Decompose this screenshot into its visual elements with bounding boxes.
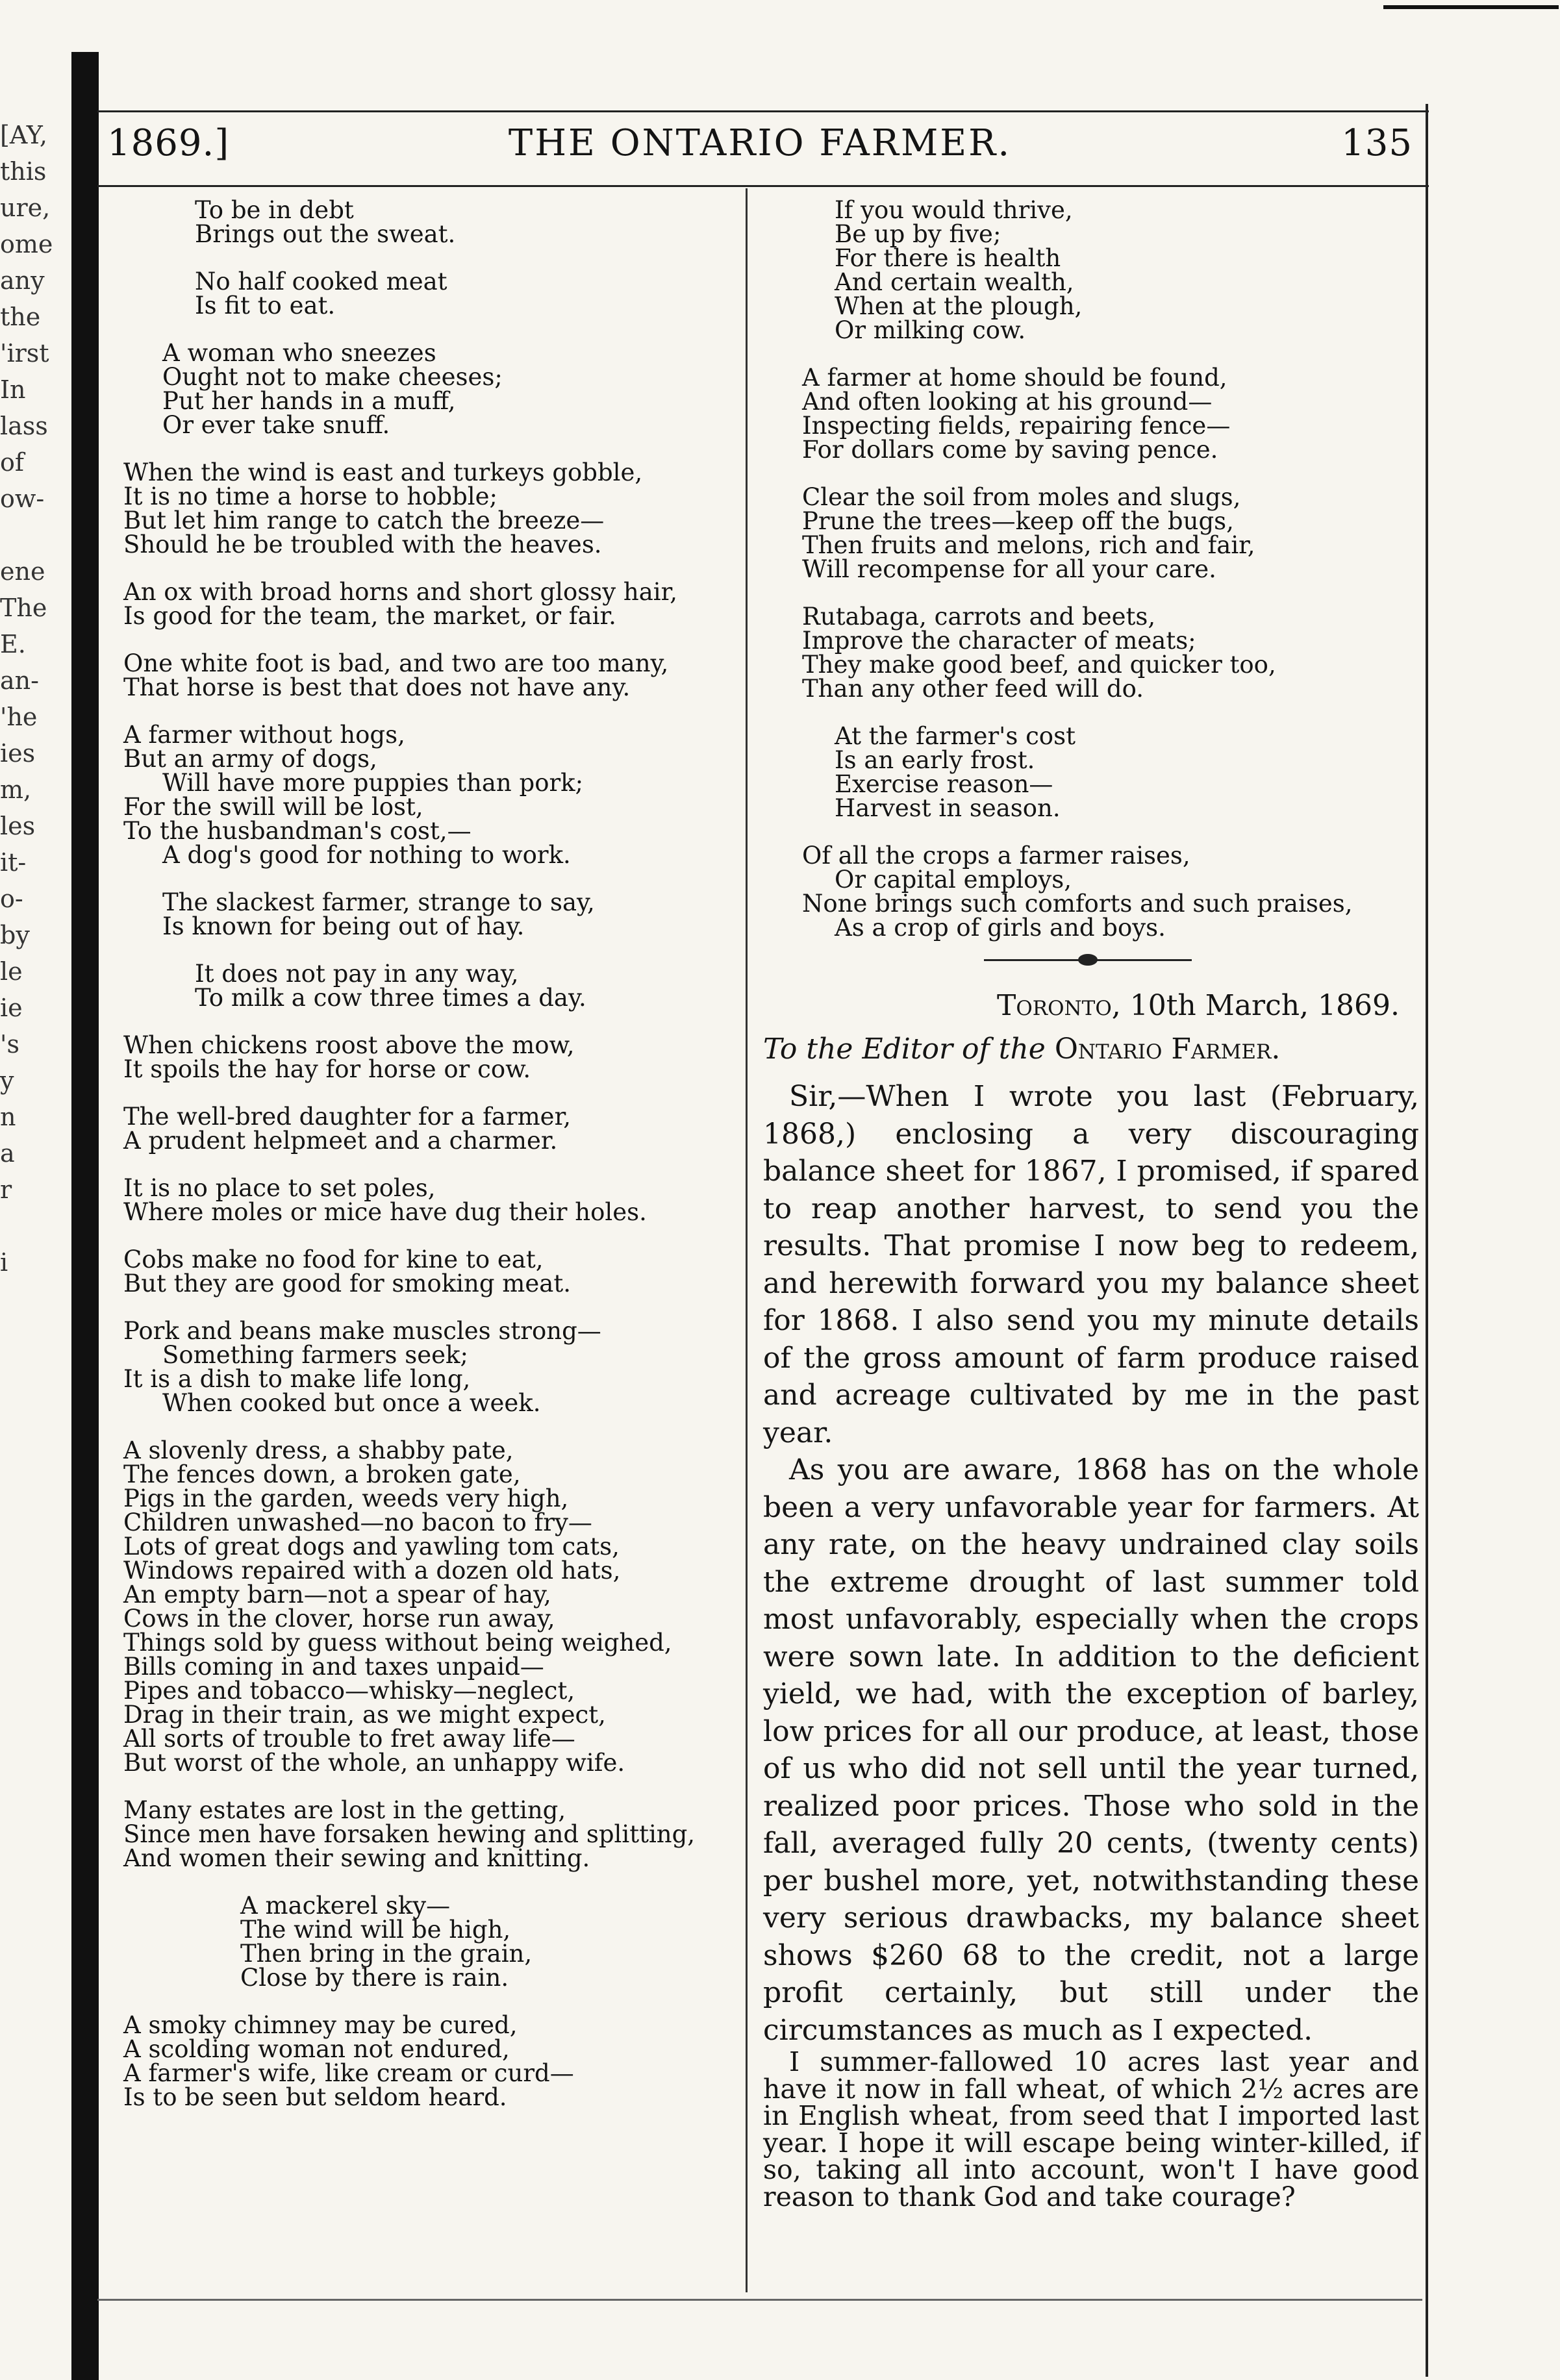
verse-line: When at the plough, (835, 292, 1083, 320)
letter-salutation (763, 1033, 1419, 1066)
verse-line: A scolding woman not endured, (123, 2035, 510, 2063)
verse-line: Brings out the sweat. (195, 220, 456, 248)
verse-line: Many estates are lost in the getting, (123, 1796, 566, 1824)
verse-line: A slovenly dress, a shabby pate, (123, 1436, 514, 1464)
gutter-fragment: The (0, 594, 47, 622)
verse-line: To be in debt (195, 196, 354, 224)
verse-line: For dollars come by saving pence. (802, 436, 1218, 464)
verse-line: Cobs make no food for kine to eat, (123, 1246, 544, 1273)
verse-line: But an army of dogs, (123, 745, 377, 773)
gutter-fragment: of (0, 448, 24, 477)
verse-line: As a crop of girls and boys. (835, 914, 1166, 942)
verse-stanza (123, 1033, 727, 1081)
running-header (107, 117, 1413, 175)
verse-stanza (123, 1319, 727, 1415)
verse-line: Cows in the clover, horse run away, (123, 1605, 555, 1633)
verse-line: Is known for being out of hay. (162, 912, 525, 940)
verse-stanza (763, 485, 1419, 581)
gutter-fragment: by (0, 921, 30, 949)
verse-line: An empty barn—not a spear of hay, (123, 1581, 551, 1609)
verse-line: But let him range to catch the breeze— (123, 507, 605, 534)
verse-line: A farmer's wife, like cream or curd— (123, 2059, 574, 2087)
gutter-fragment: n (0, 1103, 16, 1131)
verse-line: The fences down, a broken gate, (123, 1460, 521, 1488)
verse-line: But worst of the whole, an unhappy wife. (123, 1749, 625, 1777)
verse-line: Harvest in season. (835, 794, 1061, 822)
gutter-fragment: this (0, 157, 47, 186)
verse-line: A farmer at home should be found, (802, 364, 1227, 392)
verse-line: Or capital employs, (835, 866, 1072, 894)
verse-stanza (763, 844, 1419, 940)
verse-line: Prune the trees—keep off the bugs, (802, 507, 1234, 535)
header-year: 1869.] (107, 122, 230, 164)
gutter-fragment: 's (0, 1030, 19, 1058)
verse-line: Ought not to make cheeses; (162, 363, 503, 391)
verse-line: A dog's good for nothing to work. (162, 841, 571, 869)
verse-line: Windows repaired with a dozen old hats, (123, 1557, 621, 1585)
verse-line: No half cooked meat (195, 268, 447, 295)
gutter-fragment: lass (0, 412, 48, 440)
letter-dateline (763, 989, 1419, 1022)
verse-line: It is a dish to make life long, (123, 1365, 471, 1393)
verse-line: They make good beef, and quicker too, (802, 651, 1276, 679)
verse-line: Or milking cow. (835, 316, 1026, 344)
verse-line: Rutabaga, carrots and beets, (802, 603, 1156, 631)
verse-stanza (123, 341, 727, 437)
salutation-prefix: To the Editor of the (763, 1033, 1046, 1066)
verse-line: When the wind is east and turkeys gobble, (123, 458, 643, 486)
verse-line: Is fit to eat. (195, 292, 336, 319)
verse-line: Is to be seen but seldom heard. (123, 2083, 507, 2111)
gutter-fragment: an- (0, 666, 39, 695)
verse-stanza (123, 269, 727, 318)
gutter-fragment: a (0, 1139, 15, 1168)
verse-line: If you would thrive, (835, 196, 1073, 224)
top-edge-rule (1383, 5, 1559, 9)
verse-line: Than any other feed will do. (802, 675, 1144, 703)
verse-line: Where moles or mice have dug their holes. (123, 1198, 647, 1226)
verse-line: A mackerel sky— (240, 1892, 451, 1920)
verse-line: And women their sewing and knitting. (123, 1844, 590, 1872)
verse-line: When cooked but once a week. (162, 1389, 541, 1417)
adjacent-page-fragments (0, 117, 70, 1281)
verse-line: Exercise reason— (835, 770, 1053, 798)
right-column-verses (763, 198, 1419, 940)
verse-line: Things sold by guess without being weighed, (123, 1629, 672, 1657)
verse-line: Since men have forsaken hewing and splitting, (123, 1820, 696, 1848)
letter-paragraph: Sir,—When I wrote you last (February, 1868,) enclosing a very discouraging balance sheet for 1867, I promised, if spared to reap another harvest, to send you the results. That promise I now beg to redeem, and herewith forward you my balance sheet for 1868. I also send you my minute details of the gross amount of farm produce raised and acreage cultivated by me in the past year. (763, 1080, 1419, 1449)
verse-line: Is an early frost. (835, 746, 1035, 774)
verse-stanza (123, 460, 727, 557)
verse-stanza (123, 1894, 727, 1990)
gutter-fragment: ies (0, 739, 36, 768)
verse-line: Pork and beans make muscles strong— (123, 1317, 601, 1345)
verse-line: That horse is best that does not have any. (123, 673, 631, 701)
verse-line: The slackest farmer, strange to say, (162, 888, 595, 916)
verse-line: Pigs in the garden, weeds very high, (123, 1484, 569, 1512)
verse-line: Put her hands in a muff, (162, 387, 456, 415)
verse-stanza (763, 198, 1419, 342)
gutter-fragment: In (0, 375, 26, 404)
verse-line: Something farmers seek; (162, 1341, 468, 1369)
verse-line: An ox with broad horns and short glossy hair, (123, 578, 677, 606)
verse-line: And often looking at his ground— (802, 388, 1213, 416)
verse-line: To the husbandman's cost,— (123, 817, 472, 845)
header-title: THE ONTARIO FARMER. (508, 122, 1012, 164)
verse-line: Or ever take snuff. (162, 411, 390, 439)
verse-stanza (763, 605, 1419, 701)
verse-stanza (123, 890, 727, 938)
gutter-fragment (0, 517, 70, 553)
letter-date: 10th March, 1869. (1129, 989, 1400, 1022)
verse-line: A woman who sneezes (162, 339, 436, 367)
verse-stanza (763, 366, 1419, 462)
verse-stanza (123, 2013, 727, 2109)
verse-line: Inspecting fields, repairing fence— (802, 412, 1231, 440)
verse-line: At the farmer's cost (835, 722, 1076, 750)
gutter-fragment: ome (0, 230, 53, 258)
gutter-fragment: E. (0, 630, 26, 658)
header-rule (97, 185, 1429, 187)
column-divider (746, 188, 748, 2292)
gutter-fragment: y (0, 1066, 14, 1095)
gutter-fragment: 'he (0, 703, 38, 731)
gutter-fragment: o- (0, 884, 23, 913)
gutter-fragment: ie (0, 994, 23, 1022)
verse-line: For the swill will be lost, (123, 793, 423, 821)
verse-line: Drag in their train, as we might expect, (123, 1701, 606, 1729)
bottom-rule (97, 2299, 1422, 2301)
verse-line: Clear the soil from moles and slugs, (802, 483, 1241, 511)
letter-paragraph: As you are aware, 1868 has on the whole been a very unfavorable year for farmers. At any rate, on the heavy undrained clay soils the extreme drought of last summer told most unfavorably, especially when the crops were sown late. In addition to the deficient yield, we had, with the exception of barley, low prices for all our produce, at least, those of us who did not sell until the year turned, realized poor prices. Those who sold in the fall, averaged fully 20 cents, (twenty cents) per bushel more, yet, notwithstanding these very serious drawbacks, my balance sheet shows $260 68 to the credit, not a large profit certainly, but still under the circumstances as much as I expected. (763, 1453, 1419, 2047)
verse-line: All sorts of trouble to fret away life— (123, 1725, 575, 1753)
verse-line: For there is health (835, 244, 1061, 272)
gutter-fragment: [AY, (0, 121, 47, 149)
gutter-fragment: ure, (0, 194, 51, 222)
verse-line: Of all the crops a farmer raises, (802, 842, 1190, 870)
gutter-fragment: it- (0, 848, 27, 877)
verse-line: Will have more puppies than pork; (162, 769, 584, 797)
verse-line: Then bring in the grain, (240, 1940, 533, 1968)
verse-stanza (123, 1438, 727, 1775)
verse-stanza (123, 723, 727, 867)
gutter-fragment: r (0, 1175, 12, 1204)
verse-line: A farmer without hogs, (123, 721, 405, 749)
verse-line: It does not pay in any way, (195, 960, 519, 988)
verse-line: A smoky chimney may be cured, (123, 2011, 518, 2039)
gutter-fragment: ene (0, 557, 45, 586)
verse-line: Be up by five; (835, 220, 1001, 248)
gutter-fragment: le (0, 957, 23, 986)
verse-line: None brings such comforts and such praises, (802, 890, 1353, 918)
gutter-fragment: 'irst (0, 339, 49, 368)
verse-line: Will recompense for all your care. (802, 555, 1216, 583)
verse-stanza (123, 1105, 727, 1153)
gutter-fragment: m, (0, 775, 32, 804)
page-right-border (1426, 104, 1428, 2377)
verse-line: Bills coming in and taxes unpaid— (123, 1653, 544, 1681)
letter-place: Toronto, (997, 989, 1121, 1022)
right-column (763, 198, 1419, 2211)
verse-line: And certain wealth, (835, 268, 1074, 296)
verse-line: When chickens roost above the mow, (123, 1031, 575, 1059)
verse-line: But they are good for smoking meat. (123, 1270, 571, 1297)
gutter-fragment: i (0, 1248, 8, 1277)
verse-stanza (123, 580, 727, 628)
verse-line: Should he be troubled with the heaves. (123, 531, 602, 558)
verse-stanza (123, 1798, 727, 1870)
verse-line: It spoils the hay for horse or cow. (123, 1055, 531, 1083)
verse-stanza (123, 198, 727, 246)
binding-gutter (71, 52, 99, 2380)
salutation-paper: Ontario Farmer. (1054, 1033, 1281, 1066)
gutter-fragment (0, 1208, 70, 1244)
verse-line: It is no time a horse to hobble; (123, 482, 497, 510)
section-separator-ornament (984, 959, 1192, 961)
gutter-fragment: les (0, 812, 36, 840)
verse-stanza (123, 1247, 727, 1296)
verse-line: A prudent helpmeet and a charmer. (123, 1127, 558, 1155)
verse-line: Then fruits and melons, rich and fair, (802, 531, 1255, 559)
verse-line: Is good for the team, the market, or fair. (123, 602, 616, 630)
gutter-fragment: the (0, 303, 41, 331)
gutter-fragment: any (0, 266, 45, 295)
verse-stanza (123, 962, 727, 1010)
verse-line: Close by there is rain. (240, 1964, 509, 1992)
verse-stanza (123, 1176, 727, 1224)
left-column-verses (123, 198, 727, 2109)
letter-paragraph: I summer-fallowed 10 acres last year and have it now in fall wheat, of which 2½ acres are in English wheat, from seed that I imported last year. I hope it will escape being winter-killed, if so, taking all into account, won't I have good reason to thank God and take courage? (763, 2046, 1419, 2212)
header-top-rule (97, 110, 1429, 112)
verse-line: Improve the character of meats; (802, 627, 1196, 655)
verse-line: One white foot is bad, and two are too many, (123, 649, 669, 677)
verse-stanza (763, 724, 1419, 820)
verse-line: Lots of great dogs and yawling tom cats, (123, 1533, 620, 1560)
verse-line: The wind will be high, (240, 1916, 511, 1944)
verse-stanza (123, 651, 727, 699)
verse-line: To milk a cow three times a day. (195, 984, 586, 1012)
verse-line: Children unwashed—no bacon to fry— (123, 1509, 592, 1536)
verse-line: Pipes and tobacco—whisky—neglect, (123, 1677, 575, 1705)
verse-line: The well-bred daughter for a farmer, (123, 1103, 571, 1131)
gutter-fragment: ow- (0, 484, 45, 513)
verse-line: It is no place to set poles, (123, 1174, 436, 1202)
page-number: 135 (1341, 122, 1413, 164)
